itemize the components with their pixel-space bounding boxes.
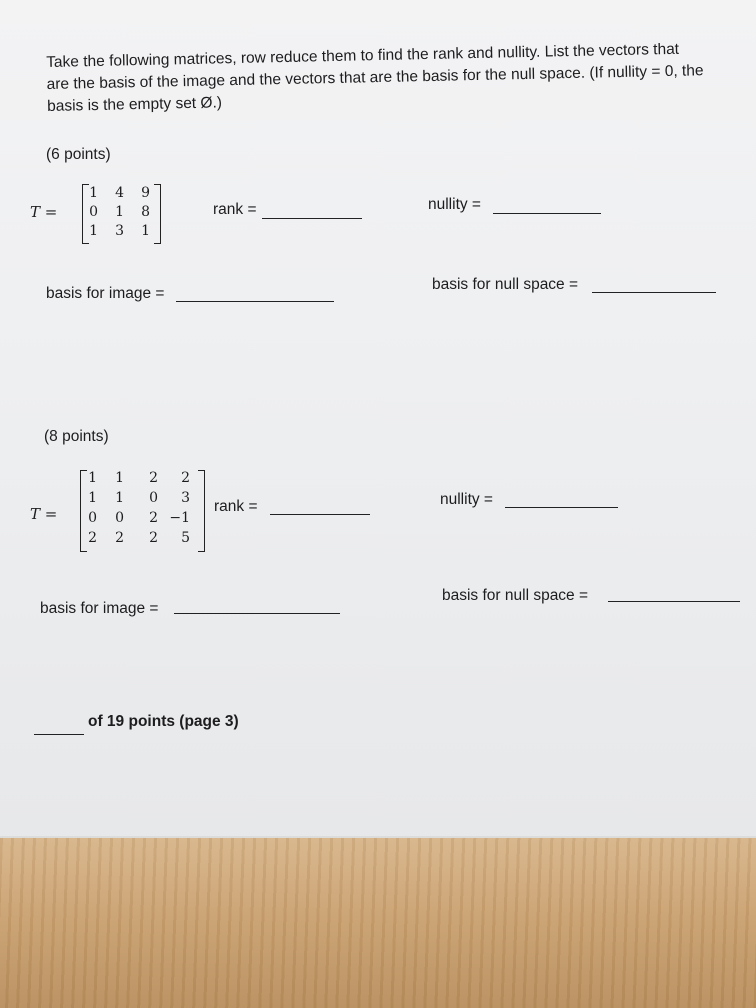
problem1-points: (6 points) xyxy=(46,146,111,163)
problem1-matrix xyxy=(82,184,174,244)
matrix-cell: 1 xyxy=(115,470,124,486)
problem2-nullity-blank xyxy=(505,507,618,508)
problem2-null-label: basis for null space = xyxy=(442,587,589,604)
problem2-rank-blank xyxy=(270,514,370,515)
problem1-matrix-label: T = xyxy=(30,203,58,221)
instruction-line-3: basis is the empty set Ø.) xyxy=(46,94,223,115)
matrix-cell: 3 xyxy=(115,223,124,239)
matrix-cell: 1 xyxy=(89,223,98,239)
instructions xyxy=(46,37,747,118)
wooden-table xyxy=(0,838,756,1008)
problem2-matrix-label: T = xyxy=(30,505,58,523)
matrix-cell: 9 xyxy=(141,185,150,201)
matrix-cell: 1 xyxy=(115,204,124,220)
matrix-cell: 2 xyxy=(149,510,158,526)
matrix-cell: 2 xyxy=(115,530,124,546)
problem2-image-blank xyxy=(174,613,340,614)
matrix-cell: 8 xyxy=(141,204,150,220)
matrix-cell: 4 xyxy=(115,185,124,201)
matrix-cell: 1 xyxy=(88,490,97,506)
matrix-cell: 3 xyxy=(181,490,190,506)
matrix-cell: 1 xyxy=(115,490,124,506)
problem1-rank-blank xyxy=(262,218,362,219)
problem1-nullity-label: nullity = xyxy=(428,196,481,213)
problem1-null-blank xyxy=(592,292,716,293)
matrix-cell: 1 xyxy=(88,470,97,486)
problem2-rank-label: rank = xyxy=(214,498,258,515)
problem2-matrix xyxy=(80,470,210,554)
matrix-right-bracket xyxy=(154,184,161,244)
matrix-cell: 2 xyxy=(149,470,158,486)
problem2-points: (8 points) xyxy=(44,428,109,445)
matrix-cell: 0 xyxy=(88,510,97,526)
problem1-rank-label: rank = xyxy=(213,201,257,218)
matrix-cell: 0 xyxy=(149,490,158,506)
score-blank xyxy=(34,734,84,735)
problem2-null-blank xyxy=(608,601,740,602)
instruction-line-2: are the basis of the image and the vectors that are the basis for the null space. (If nullity = 0, the xyxy=(46,62,704,93)
problem1-image-label: basis for image = xyxy=(46,285,165,302)
matrix-cell: 1 xyxy=(89,185,98,201)
matrix-cell: 0 xyxy=(115,510,124,526)
matrix-cell: 5 xyxy=(181,530,190,546)
matrix-cell: 1 xyxy=(141,223,150,239)
matrix-right-bracket xyxy=(198,470,205,552)
problem1-null-label: basis for null space = xyxy=(432,276,579,293)
instruction-line-1: Take the following matrices, row reduce them to find the rank and nullity. List the vectors that xyxy=(46,40,680,71)
matrix-cell: 2 xyxy=(88,530,97,546)
problem1-image-blank xyxy=(176,301,334,302)
problem1-nullity-blank xyxy=(493,213,601,214)
problem2-image-label: basis for image = xyxy=(40,600,159,617)
matrix-cell: 2 xyxy=(149,530,158,546)
problem2-nullity-label: nullity = xyxy=(440,491,493,508)
matrix-cell: 2 xyxy=(181,470,190,486)
score-label: of 19 points (page 3) xyxy=(88,713,239,730)
matrix-cell: 0 xyxy=(89,204,98,220)
matrix-cell: −1 xyxy=(169,510,190,526)
